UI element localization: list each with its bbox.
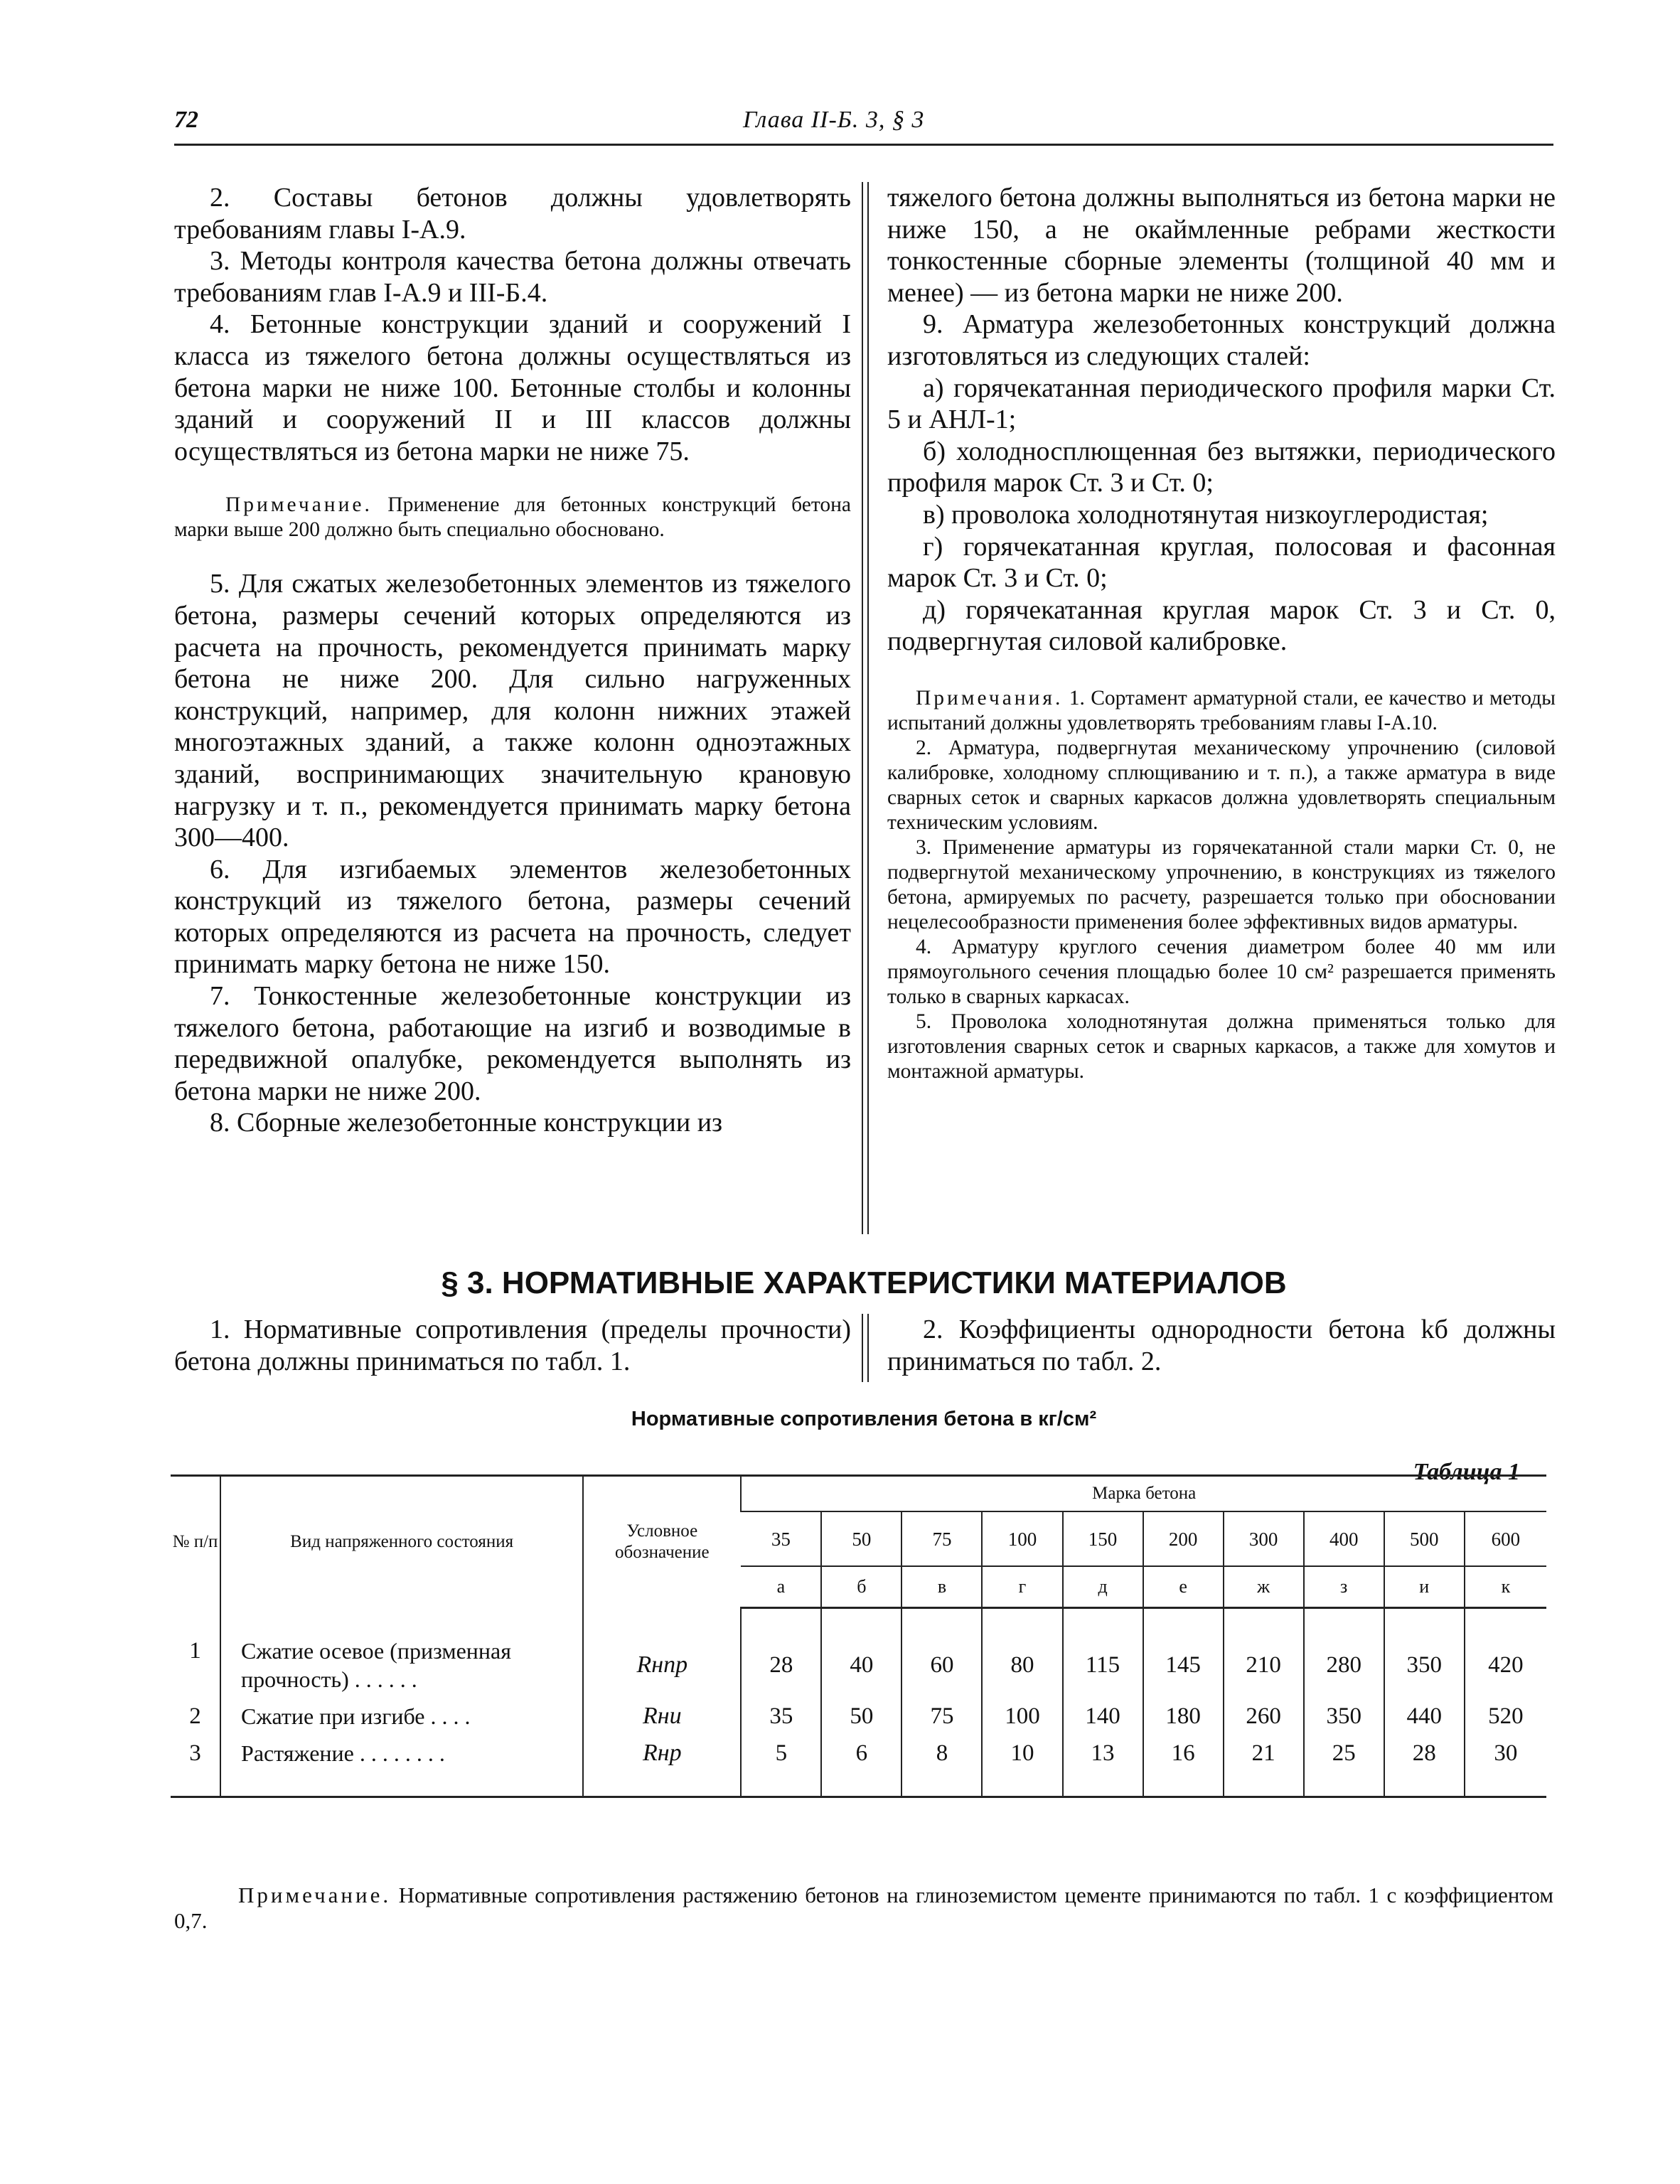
value-cell: 28: [741, 1608, 821, 1698]
row-symbol: Rнпр: [583, 1608, 741, 1698]
steel-item-b: б) холодносплющенная без вытяжки, периодического профиля марок Ст. 3 и Ст. 0;: [887, 436, 1556, 498]
value-cell: 115: [1063, 1608, 1143, 1698]
header-grade-group: Марка бетона: [741, 1476, 1546, 1512]
value-cell: 520: [1465, 1698, 1546, 1735]
section-paragraph-2: 2. Коэффициенты однородности бетона kб должны приниматься по табл. 2.: [887, 1315, 1556, 1376]
value-cell: 16: [1143, 1735, 1224, 1797]
reinforcement-notes: [887, 686, 1556, 1084]
value-cell: 420: [1465, 1608, 1546, 1698]
letter-cell: г: [982, 1566, 1062, 1608]
table-row: [171, 1698, 1546, 1735]
section-paragraph-1: 1. Нормативные сопротивления (пределы прочности) бетона должны приниматься по табл. 1.: [174, 1315, 851, 1376]
notes-label: Примечания.: [916, 686, 1064, 710]
note-4: 4. Арматуру круглого сечения диаметром более 40 мм или прямоугольного сечения площадью более 10 см² разрешается применять только в сварных каркасах.: [887, 935, 1556, 1008]
paragraph-4: 4. Бетонные конструкции зданий и сооружений I класса из тяжелого бетона должны осуществляться из бетона марки не ниже 100. Бетонные столбы и колонны зданий и сооружений II и III классов должны осуществляться из бетона марки не ниже 75.: [174, 309, 851, 466]
section-divider-left: [862, 1314, 863, 1382]
note-2: 2. Арматура, подвергнутая механическому упрочнению (силовой калибровке, холодному сплющиванию и т. п.), а также арматура в виде сварных сеток и сварных каркасов должна удовлетворять специальным техническим условиям.: [887, 736, 1556, 834]
value-cell: 280: [1304, 1608, 1384, 1698]
page-number: 72: [174, 107, 198, 133]
steel-item-e: д) горячекатанная круглая марок Ст. 3 и Ст. 0, подвергнутая силовой калибровке.: [887, 594, 1556, 657]
letter-cell: и: [1384, 1566, 1465, 1608]
row-symbol: Rнр: [583, 1735, 741, 1797]
letter-cell: е: [1143, 1566, 1224, 1608]
running-head: Глава II-Б. 3, § 3: [743, 107, 925, 133]
value-cell: 6: [821, 1735, 901, 1797]
letter-cell: б: [821, 1566, 901, 1608]
value-cell: 210: [1224, 1608, 1304, 1698]
value-cell: 75: [901, 1698, 982, 1735]
letter-cell: д: [1063, 1566, 1143, 1608]
value-cell: 10: [982, 1735, 1062, 1797]
concrete-resistance-table: [171, 1474, 1546, 1798]
note-1-text: 1. Сортамент арматурной стали, ее качество и методы испытаний должны удовлетворять требованиям главы I-А.10.: [887, 686, 1556, 734]
paragraph-7: 7. Тонкостенные железобетонные конструкции из тяжелого бетона, работающие на изгиб и возводимые в передвижной опалубке, рекомендуется выполнять из бетона марки не ниже 200.: [174, 981, 851, 1106]
table-title: Нормативные сопротивления бетона в кг/см²: [631, 1408, 1097, 1430]
row-kind: Сжатие осевое (призменная прочность) . . . . . .: [220, 1608, 583, 1698]
value-cell: 260: [1224, 1698, 1304, 1735]
value-cell: 28: [1384, 1735, 1465, 1797]
note-concrete-grade: [174, 493, 851, 542]
value-cell: 21: [1224, 1735, 1304, 1797]
paragraph-2: 2. Составы бетонов должны удовлетворять требованиям главы I-А.9.: [174, 183, 851, 245]
row-kind: Растяжение . . . . . . . .: [220, 1735, 583, 1797]
value-cell: 50: [821, 1698, 901, 1735]
letter-cell: з: [1304, 1566, 1384, 1608]
paragraph-5: 5. Для сжатых железобетонных элементов из тяжелого бетона, размеры сечений которых определяются из расчета на прочность, рекомендуется принимать марку бетона не ниже 200. Для сильно нагруженных конструкций, например, для колонн нижних этажей многоэтажных зданий, а также колонн одноэтажных зданий, воспринимающих значительную крановую нагрузку и т. п., рекомендуется принимать марку бетона 300—400.: [174, 569, 851, 853]
paragraph-8-continued: тяжелого бетона должны выполняться из бетона марки не ниже 150, а не окаймленные ребрами жесткости тонкостенные сборные элементы (толщиной 40 мм и менее) — из бетона марки не ниже 200.: [887, 183, 1556, 308]
table-note-text: Нормативные сопротивления растяжению бетонов на глиноземистом цементе принимаются по табл. 1 с коэффициентом 0,7.: [174, 1883, 1553, 1933]
paragraph-3: 3. Методы контроля качества бетона должны отвечать требованиям глав I-А.9 и III-Б.4.: [174, 246, 851, 308]
grade-cell: 400: [1304, 1511, 1384, 1566]
value-cell: 30: [1465, 1735, 1546, 1797]
letter-cell: в: [901, 1566, 982, 1608]
section-right-column: [887, 1314, 1556, 1377]
paragraph-8: 8. Сборные железобетонные конструкции из: [210, 1108, 723, 1138]
steel-item-c: в) проволока холоднотянутая низкоуглеродистая;: [923, 499, 1489, 530]
note-3: 3. Применение арматуры из горячекатанной стали марки Ст. 0, не подвергнутой механическому упрочнению, в конструкциях из тяжелого бетона, армируемых по расчету, разрешается только при обосновании нецелесообразности применения более эффективных видов арматуры.: [887, 835, 1556, 933]
note-label: Примечание.: [225, 493, 373, 517]
steel-item-a: а) горячекатанная периодического профиля марки Ст. 5 и АНЛ-1;: [887, 373, 1556, 435]
grade-cell: 300: [1224, 1511, 1304, 1566]
column-divider-left: [862, 182, 863, 1234]
grade-cell: 200: [1143, 1511, 1224, 1566]
header-symbol: Условное обозначение: [583, 1476, 741, 1608]
value-cell: 35: [741, 1698, 821, 1735]
letter-cell: а: [741, 1566, 821, 1608]
section-left-column: [174, 1314, 851, 1377]
header-num: № п/п: [172, 1532, 218, 1552]
grade-cell: 75: [901, 1511, 982, 1566]
section-divider-right: [867, 1314, 869, 1382]
grade-cell: 35: [741, 1511, 821, 1566]
table-note: [174, 1883, 1553, 1934]
row-num: 2: [189, 1703, 201, 1729]
grade-cell: 150: [1063, 1511, 1143, 1566]
row-num: 3: [189, 1740, 201, 1766]
value-cell: 5: [741, 1735, 821, 1797]
value-cell: 25: [1304, 1735, 1384, 1797]
row-num: 1: [189, 1637, 201, 1664]
note-text: Применение для бетонных конструкций бетона марки выше 200 должно быть специально обосновано.: [174, 493, 851, 542]
table-row: [171, 1735, 1546, 1797]
page-header: [174, 107, 1553, 146]
header-kind: Вид напряженного состояния: [220, 1476, 583, 1608]
value-cell: 100: [982, 1698, 1062, 1735]
value-cell: 8: [901, 1735, 982, 1797]
table-label: Таблица 1: [1413, 1459, 1520, 1485]
letter-cell: ж: [1224, 1566, 1304, 1608]
value-cell: 180: [1143, 1698, 1224, 1735]
grade-cell: 50: [821, 1511, 901, 1566]
section-title: § 3. НОРМАТИВНЫЕ ХАРАКТЕРИСТИКИ МАТЕРИАЛОВ: [441, 1265, 1287, 1300]
value-cell: 140: [1063, 1698, 1143, 1735]
paragraph-6: 6. Для изгибаемых элементов железобетонных конструкций из тяжелого бетона, размеры сечений которых определяются из расчета на прочность, следует принимать марку бетона не ниже 150.: [174, 854, 851, 980]
value-cell: 40: [821, 1608, 901, 1698]
table-row: [171, 1608, 1546, 1698]
left-column: [174, 182, 851, 1139]
grade-cell: 500: [1384, 1511, 1465, 1566]
note-1: [887, 686, 1556, 736]
paragraph-9: 9. Арматура железобетонных конструкций должна изготовляться из следующих сталей:: [887, 309, 1556, 371]
value-cell: 350: [1304, 1698, 1384, 1735]
note-5: 5. Проволока холоднотянутая должна применяться только для изготовления сварных сеток и сварных каркасов, а также для хомутов и монтажной арматуры.: [887, 1010, 1556, 1083]
row-kind: Сжатие при изгибе . . . .: [220, 1698, 583, 1735]
row-symbol: Rни: [583, 1698, 741, 1735]
value-cell: 440: [1384, 1698, 1465, 1735]
letter-cell: к: [1465, 1566, 1546, 1608]
grade-cell: 100: [982, 1511, 1062, 1566]
table-note-label: Примечание.: [238, 1883, 392, 1907]
value-cell: 80: [982, 1608, 1062, 1698]
value-cell: 13: [1063, 1735, 1143, 1797]
value-cell: 60: [901, 1608, 982, 1698]
value-cell: 145: [1143, 1608, 1224, 1698]
grade-cell: 600: [1465, 1511, 1546, 1566]
column-divider-right: [867, 182, 869, 1234]
steel-item-d: г) горячекатанная круглая, полосовая и фасонная марок Ст. 3 и Ст. 0;: [887, 531, 1556, 594]
right-column: [887, 182, 1556, 1084]
value-cell: 350: [1384, 1608, 1465, 1698]
